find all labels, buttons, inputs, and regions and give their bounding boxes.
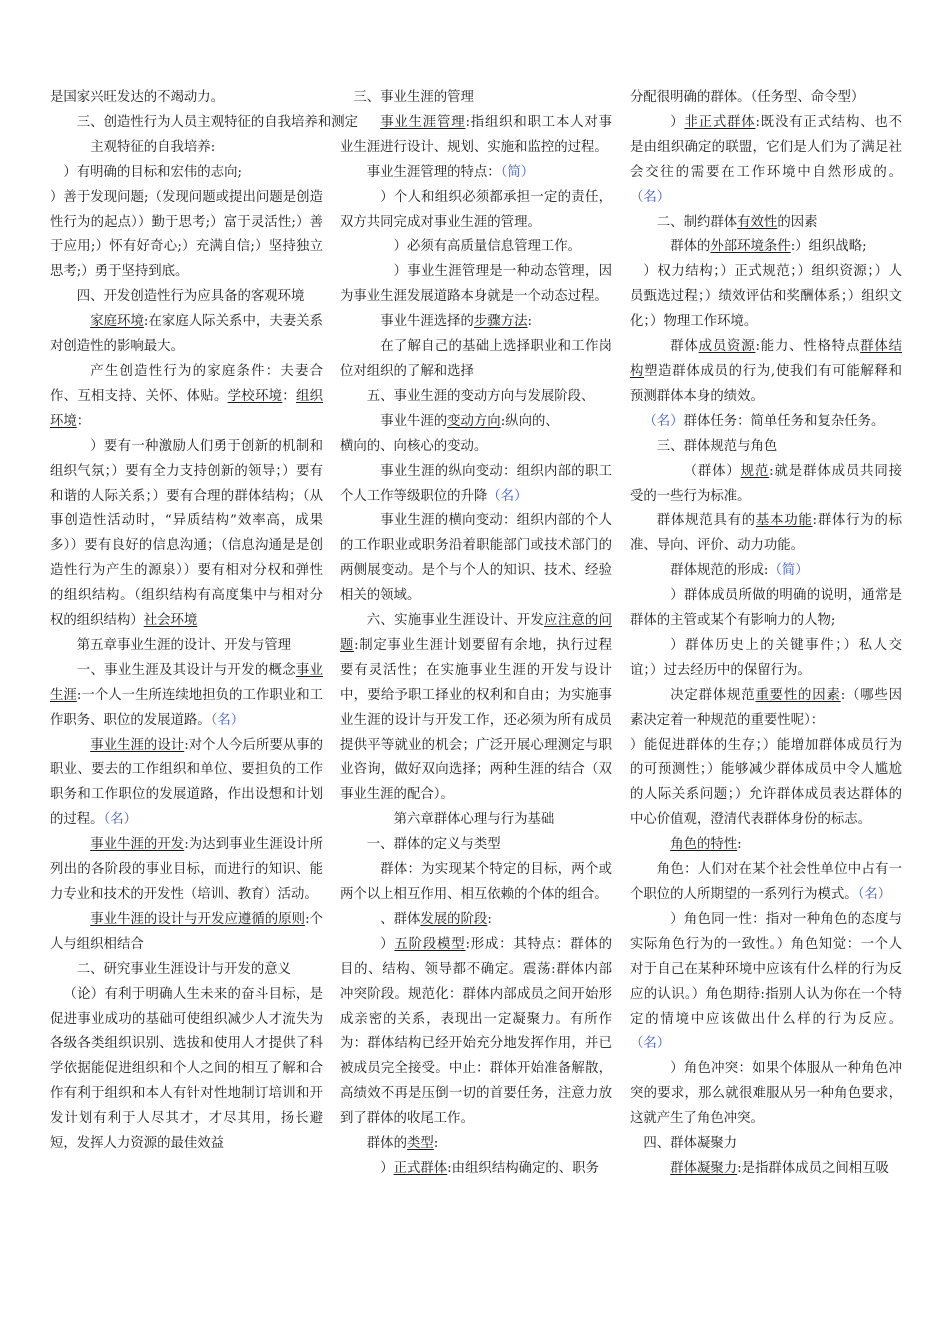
paragraph [340,310,612,335]
text-run: ） [670,114,685,130]
column-middle [340,86,612,1182]
paragraph [50,136,323,161]
text-run: 一、事业生涯及其设计与开发的概念 [76,662,296,678]
paragraph [340,833,612,858]
text-run: 第五章事业生涯的设计、开发与管理 [76,637,292,653]
text-run: ）角色冲突：如果个体服从一种角色冲突的要求，那么就很难服从另一种角色要求，这就产生了角色冲突。 [630,1061,902,1127]
question-type-tag: （名） [643,413,684,429]
text-run: 横向的、向核心的变动。 [340,438,488,454]
term: 事业生涯的设计 [90,737,185,753]
paragraph [50,186,323,286]
text-run: 事业生涯的横向变动：组织内部的个人的工作职业或职务沿着职能部门或技术部门的两侧展变动。是个与个人的知识、技术、经验相关的领域。 [340,513,612,604]
paragraph [50,659,323,734]
paragraph [50,833,323,908]
paragraph [340,908,612,933]
question-type-tag: （名） [210,712,245,728]
text-run: 三、创造性行为人员主观特征的自我培养和测定 [76,114,358,130]
text-run: 群体规范的形成: [670,563,769,579]
paragraph [630,260,902,335]
term: 学校环境 [227,388,283,404]
text-run: : [433,1136,439,1152]
text-run: ）权力结构；）正式规范；）组织资源；）人员甄选过程；）绩效评估和奖酬体系；）组织文化；）物理工作环境。 [630,264,902,330]
question-type-tag: （简） [500,164,535,180]
paragraph [630,86,902,111]
term: 事业牛涯的设计与开发应遵循的原则 [90,911,306,927]
paragraph [340,335,612,385]
paragraph [630,858,902,908]
text-run: :（哪些因素决定着一种规范的重要性呢）： [630,687,903,728]
paragraph [50,310,323,360]
paragraph [630,435,902,460]
question-type-tag: （名） [857,887,892,902]
text-run: :指组织和职工本人对事业生涯进行设计、规划、实施和监控的过程。 [340,114,613,155]
paragraph [50,908,323,958]
paragraph [50,958,323,983]
text-run: 事业牛涯选择的 [380,314,474,330]
text-run: ）事业生涯管理是一种动态管理，因为事业生涯发展道路本身就是一个动态过程。 [340,264,612,305]
text-run: ）善于发现问题;（发现问题或提出问题是创造性行为的起点））勤于思考;）富于灵活性;）善于应用;）怀有好奇心;）充满自信;）坚持独立思考;）勇于坚持到底。 [50,189,323,280]
paragraph [630,684,902,734]
text-run: ）群体历史上的关键事件；）私人交谊；）过去经历中的保留行为。 [630,637,902,678]
term: 有效性 [737,214,778,230]
text-run: :为达到事业生涯设计所列出的各阶段的事业目标，而进行的知识、能力专业和技术的开发性（培训、教育）活动。 [50,837,324,902]
term: 家庭环境 [90,314,144,330]
text-run: 事业生涯管理的特点： [366,164,501,180]
text-run: 六、实施事业生涯设计、开发 [366,613,545,629]
term: 外部环境条件 [710,239,791,255]
question-type-tag: （名） [630,189,671,205]
text-run: :个人与组织相结合 [50,911,324,952]
text-run: ）有明确的目标和宏伟的志向; [63,164,242,180]
term: 类型 [406,1136,434,1152]
paragraph [630,1057,902,1132]
term: 非正式群体 [684,114,756,130]
text-run: 是国家兴旺发达的不竭动力。 [50,90,225,105]
text-run: 第六章群体心理与行为基础 [393,812,555,828]
term: 正式群体 [393,1160,448,1176]
text-run: :能力、性格特点 [755,339,861,355]
paragraph [340,235,612,260]
paragraph [630,634,902,684]
paragraph [50,360,323,435]
text-run: 四、群体凝聚力 [643,1136,738,1152]
paragraph [630,833,902,858]
text-run: 五、事业生涯的变动方向与发展阶段、 [366,388,595,404]
paragraph [50,435,323,634]
paragraph [340,435,612,460]
column-left [50,86,358,1157]
text-run: ）角色同一性：指对一种角色的态度与实际角色行为的一致性。）角色知觉：一个人对于自己在某种环境中应该有什么样的行为反应的认识。）角色期待:指别人认为你在一个特定的情境中应该做出什么样的行为反应。 [630,911,902,1027]
text-run: 塑造群体成员的行为,使我们有可能解释和预测群体本身的绩效。 [630,363,902,404]
term: 基本功能 [755,513,813,529]
text-run: 一、群体的定义与类型 [366,837,501,853]
text-run: （论）有利于明确人生未来的奋斗目标，是促进事业成功的基础可使组织减少人才流失为各级各类组织识别、选拔和使用人才提供了科学依据能促进组织和个人之间的相互了解和合作有利于组织和本人有针对性地制订培训和开发计划有利于人尽其才，才尽其用，扬长避短，发挥人力资源的最佳效益 [50,986,323,1152]
text-run: 群体：为实现某个特定的目标，两个或两个以上相互作用、相互依赖的个体的组合。 [340,862,612,902]
text-run: ）必须有高质量信息管理工作。 [393,239,582,255]
text-run: ）群体成员所做的明确的说明，通常是群体的主管或某个有影响力的人物; [630,588,902,629]
text-run: ） [380,1160,394,1176]
term: 事业生涯 [50,662,324,703]
term: 五阶段模型 [394,936,466,952]
paragraph [630,1132,902,1157]
term: 群体凝聚力 [670,1160,738,1176]
term: 变动方向 [447,413,501,429]
text-run: :制定事业生涯计划要留有余地，执行过程要有灵活性；在实施事业生涯的开发与设计中，要给予职工择业的权利和自由；为实施事业生涯的设计与开发工作，还必须为所有成员提供平等就业的机会；广泛开展心理测定与职业咨询，做好双向选择；两种生涯的结合（双事业生涯的配合）。 [340,637,612,803]
paragraph [340,609,612,808]
paragraph [340,1132,612,1157]
term: 事业生涯管理 [380,114,466,130]
text-run: :群体行为的标准、导向、评价、动力功能。 [630,513,903,554]
text-run: :纵向的、 [500,413,559,429]
text-run: 四、开发创造性行为应具备的客观环境 [76,289,305,305]
text-run: 二、制约群体 [656,214,738,230]
term: 应注意的问题 [340,613,613,653]
text-run: ： [76,413,91,429]
text-run: :对个人今后所要从事的职业、要去的工作组织和单位、要担负的工作职务和工作职位的发展道路，作出设想和计划的过程。 [50,737,324,828]
text-run: （群体） [683,463,741,479]
paragraph [340,460,612,510]
text-run: 产生创造性行为的家庭条件：夫妻合作、互相支持、关怀、体贴。 [50,363,323,404]
question-type-tag: （名） [103,812,138,828]
paragraph [340,808,612,833]
paragraph [630,908,902,1057]
text-run: ： [282,388,296,404]
paragraph [340,260,612,310]
text-run: :是指群体成员之间相互吸 [737,1160,889,1176]
text-run: ） [380,936,395,952]
text-run: 决定群体规范 [670,687,756,703]
paragraph [50,734,323,834]
term: 成员资源 [698,339,756,355]
paragraph [630,335,902,410]
paragraph [50,983,323,1157]
text-run: :就是群体成员共同接受的一些行为标准。 [630,463,903,504]
text-run: :由组织结构确定的、职务 [447,1160,599,1176]
text-run: : [737,837,742,853]
text-run: 事业生涯的纵向变动：组织内部的职工个人工作等级职位的升降 [340,463,612,504]
paragraph [340,933,612,1132]
text-run: 事业牛涯的 [380,413,448,429]
text-run: 角色：人们对在某个社会性单位中占有一个职位的人所期望的一系列行为模式。 [630,862,902,902]
term: 社会环境 [143,613,198,629]
text-run: 群体任务：简单任务和复杂任务。 [683,413,885,429]
paragraph [630,460,902,510]
paragraph [630,211,902,236]
question-type-tag: （简） [768,563,809,579]
text-run: :形成：其特点：群体的目的、结构、领导都不确定。震荡:群体内部冲突阶段。规范化：群体内部成员之间开始形成亲密的关系，表现出一定凝聚力。有所作为：群体结构已经开始充分地发挥作用，并已被成员完全接受。中止：群体开始准备解散，高绩效不再是压倒一切的首要任务，注意力放到了群体的收尾工作。 [340,936,613,1127]
text-run: 三、群体规范与角色 [656,438,778,454]
text-run: ）要有一种激励人们勇于创新的机制和组织气氛；）要有全力支持创新的领导；）要有和谐的人际关系；）要有合理的群体结构；（从事创造性活动时，“异质结构”效率高，成果多））要有良好的信息沟通；（信息沟通是是创造性行为产生的源泉））要有相对分权和弹性的组织结构。（组织结构有高度集中与相对分权的组织结构） [50,438,323,629]
column-right [630,86,902,1182]
text-run: : [487,911,492,927]
text-run: :一个人一生所连续地担负的工作职业和工作职务、职位的发展道路。 [50,687,324,728]
term: 角色的特性 [670,837,738,853]
text-run: 群体的 [366,1136,407,1152]
paragraph [340,111,612,161]
paragraph [50,634,323,659]
paragraph [630,559,902,584]
text-run: 的因素 [777,214,818,230]
paragraph [340,858,612,908]
paragraph [630,235,902,260]
paragraph [50,86,323,111]
text-run: 主观特征的自我培养: [90,139,216,155]
paragraph [340,1157,612,1182]
text-run: :）组织战略; [790,239,867,255]
text-run: :既没有正式结构、也不是由组织确定的联盟，它们是人们为了满足社会交往的需要在工作环境中自然形成的。 [630,114,903,180]
paragraph [340,86,612,111]
text-run: 分配很明确的群体。（任务型、命令型） [630,90,865,105]
paragraph [630,734,902,834]
text-run: ）个人和组织必须都承担一定的责任，双方共同完成对事业生涯的管理。 [340,189,612,230]
term: 规范 [740,463,770,479]
term: 发展的阶段 [420,911,488,927]
paragraph [630,111,902,211]
text-run: :在家庭人际关系中，夫妻关系对创造性的影响最大。 [50,314,323,355]
question-type-tag: （名） [487,488,528,504]
paragraph [50,111,358,136]
text-run: 二、研究事业生涯设计与开发的意义 [76,961,292,977]
paragraph [340,161,612,186]
paragraph [630,1157,902,1182]
text-run: 群体 [670,339,699,355]
text-run: 在了解自己的基础上选择职业和工作岗位对组织的了解和选择 [340,339,612,379]
term: 群体结构 [630,339,903,379]
paragraph [50,285,323,310]
text-run: 群体的 [670,239,711,255]
text-run: : [527,314,532,330]
text-run: 三、事业生涯的管理 [353,90,474,105]
paragraph [340,509,612,609]
paragraph [340,410,612,435]
term: 组织环境 [50,388,324,429]
paragraph [50,161,323,186]
text-run: 、群体 [380,911,421,927]
question-type-tag: （名） [630,1036,671,1052]
term: 事业牛涯的开发 [90,837,185,853]
term: 重要性的因素 [755,687,841,703]
text-run: 群体规范具有的 [656,513,756,529]
paragraph [630,410,902,435]
term: 步骤方法 [473,314,528,330]
paragraph [630,584,902,634]
paragraph [630,509,902,559]
paragraph [340,385,612,410]
text-run: ）能促进群体的生存；）能增加群体成员行为的可预测性；）能够减少群体成员中令人尴尬的人际关系问题；）允许群体成员表达群体的中心价值观，澄清代表群体身份的标志。 [630,737,902,828]
paragraph [340,186,612,236]
